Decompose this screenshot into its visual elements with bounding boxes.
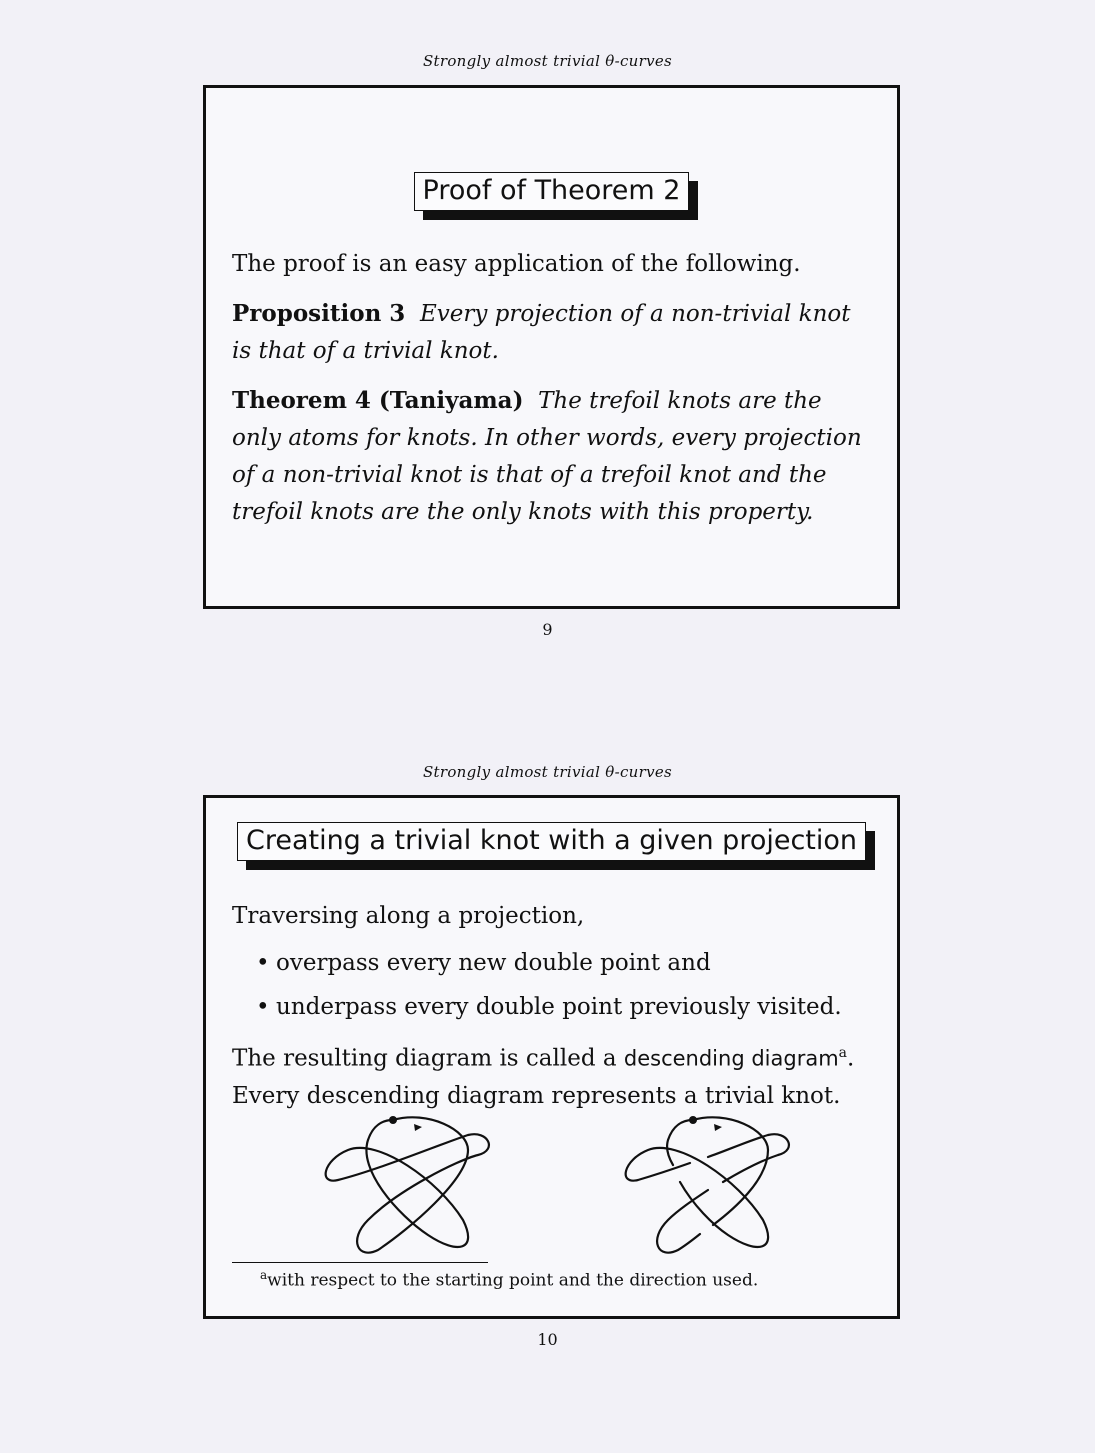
- running-head-page-10: Strongly almost trivial θ-curves: [422, 763, 673, 781]
- footnote-marker: a: [260, 1268, 268, 1282]
- slide-9-intro: The proof is an easy application of the following.: [232, 251, 801, 277]
- theorem-4: [232, 382, 875, 531]
- list-item: • underpass every double point previously visited.: [256, 994, 842, 1020]
- list-item: • overpass every new double point and: [256, 950, 711, 976]
- page-number-9: 9: [542, 620, 553, 639]
- descending-diagram-term: descending diagram: [623, 1046, 839, 1071]
- footnote-text: with respect to the starting point and the direction used.: [267, 1270, 759, 1291]
- descending-diagram-knot: [618, 1110, 798, 1260]
- knot-projection-diagram: [318, 1110, 498, 1260]
- result-sentence: The resulting diagram is called a descending diagram$^a$.: [232, 1045, 855, 1072]
- footnote: [260, 1268, 887, 1291]
- conclusion-sentence: Every descending diagram represents a trivial knot.: [232, 1082, 841, 1109]
- slide-10: [203, 795, 900, 1319]
- footnote-rule: [232, 1262, 488, 1263]
- page-number-10: 10: [537, 1330, 558, 1349]
- proposition-statement: Every projection of a non-trivial knot is that of a trivial knot.: [232, 301, 851, 364]
- theorem-label: Theorem 4 (Taniyama): [232, 387, 524, 414]
- slide-10-intro: Traversing along a projection,: [232, 903, 585, 929]
- slide-9: [203, 85, 900, 609]
- traversal-rules-list: [232, 941, 875, 1029]
- running-head-page-9: Strongly almost trivial θ-curves: [422, 52, 673, 70]
- proposition-3: [232, 295, 875, 370]
- slide-10-title: Creating a trivial knot with a given projection: [237, 822, 866, 861]
- proposition-label: Proposition 3: [232, 300, 406, 327]
- footnote-reference: a: [838, 1045, 848, 1061]
- theorem-statement: The trefoil knots are the only atoms for knots. In other words, every projection of a non-trivial knot is that of a trefoil knot and the trefoil knots are the only knots with this property.: [232, 388, 862, 525]
- slide-9-title: Proof of Theorem 2: [414, 172, 690, 211]
